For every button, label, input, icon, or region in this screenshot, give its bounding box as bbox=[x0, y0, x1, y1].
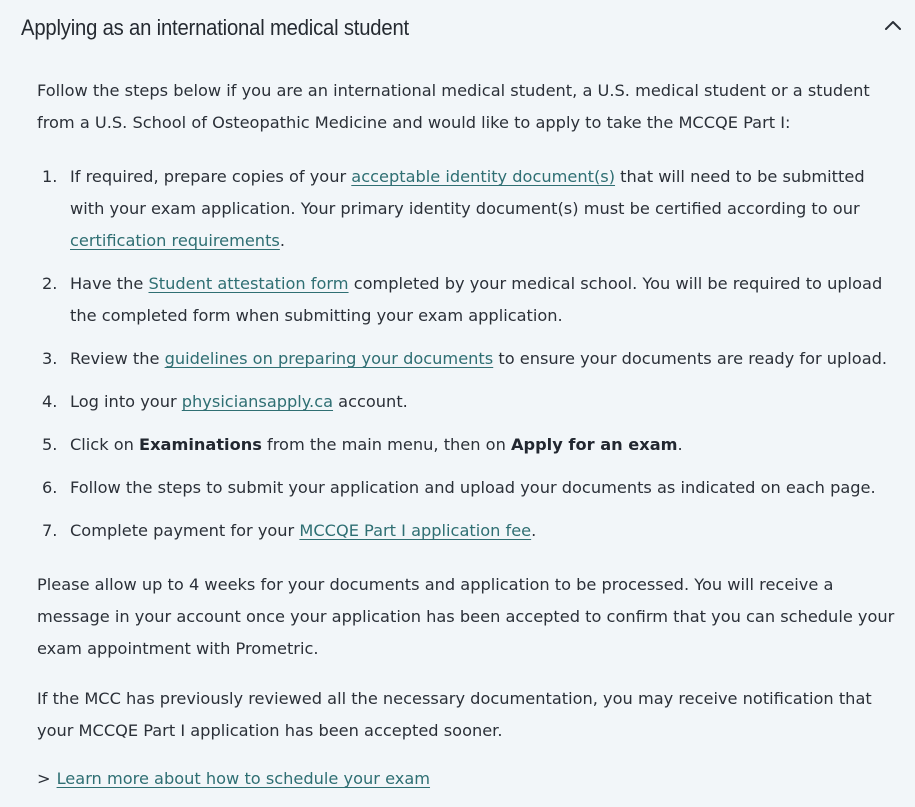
acceptable-identity-documents-link[interactable]: acceptable identity document(s) bbox=[351, 167, 616, 186]
list-item bbox=[37, 386, 897, 418]
step-text: . bbox=[531, 521, 537, 540]
step-text: that will need to be submitted with your exam application. Your primary identity document(s) must be certified according to our bbox=[70, 167, 865, 218]
step-number: 7. bbox=[42, 521, 58, 540]
accordion-title[interactable]: Applying as an international medical student bbox=[21, 15, 409, 40]
step-number: 6. bbox=[42, 478, 58, 497]
step-text: completed by your medical school. You will be required to upload the completed form when submitting your exam application. bbox=[70, 274, 883, 325]
apply-for-exam-label: Apply for an exam bbox=[510, 435, 678, 454]
examinations-label: Examinations bbox=[139, 435, 262, 454]
accordion-content bbox=[37, 75, 897, 795]
review-note: If the MCC has previously reviewed all the necessary documentation, you may receive notification that your MCCQE Part I application has been accepted sooner. bbox=[37, 689, 872, 740]
list-item bbox=[37, 268, 897, 332]
list-item bbox=[37, 472, 897, 504]
step-text: Log into your bbox=[70, 392, 182, 411]
steps-list bbox=[37, 161, 897, 547]
document-guidelines-link[interactable]: guidelines on preparing your documents bbox=[164, 349, 494, 368]
intro-paragraph: Follow the steps below if you are an international medical student, a U.S. medical student or a student from a U.S. School of Osteopathic Medicine and would like to apply to take the MCCQE Part I: bbox=[37, 81, 870, 132]
step-text: . bbox=[677, 435, 683, 454]
learn-more-schedule-link[interactable]: Learn more about how to schedule your exam bbox=[56, 769, 431, 788]
certification-requirements-link[interactable]: certification requirements bbox=[70, 231, 280, 250]
learn-more-line bbox=[37, 763, 897, 795]
step-number: 1. bbox=[42, 167, 58, 186]
processing-note: Please allow up to 4 weeks for your documents and application to be processed. You will receive a message in your account once your application has been accepted to confirm that you can schedule your exam appointment with Prometric. bbox=[37, 575, 895, 658]
step-text: . bbox=[279, 231, 286, 250]
application-fee-link[interactable]: MCCQE Part I application fee bbox=[299, 521, 532, 540]
step-text: Have the bbox=[70, 274, 149, 293]
step-number: 2. bbox=[42, 274, 58, 293]
list-item bbox=[37, 343, 897, 375]
accordion-header[interactable] bbox=[0, 0, 915, 58]
step-text: Follow the steps to submit your application and upload your documents as indicated on each page. bbox=[70, 478, 876, 497]
chevron-up-icon[interactable] bbox=[881, 13, 905, 37]
step-number: 5. bbox=[42, 435, 58, 454]
step-number: 3. bbox=[42, 349, 58, 368]
list-item bbox=[37, 429, 897, 461]
step-text: account. bbox=[333, 392, 408, 411]
list-item bbox=[37, 515, 897, 547]
student-attestation-form-link[interactable]: Student attestation form bbox=[148, 274, 349, 293]
step-text: Click on bbox=[70, 435, 140, 454]
step-text: to ensure your documents are ready for upload. bbox=[493, 349, 888, 368]
step-text: Complete payment for your bbox=[70, 521, 300, 540]
list-item bbox=[37, 161, 897, 257]
chevron-right-glyph: > bbox=[37, 769, 51, 788]
step-number: 4. bbox=[42, 392, 58, 411]
step-text: If required, prepare copies of your bbox=[70, 167, 352, 186]
physiciansapply-link[interactable]: physiciansapply.ca bbox=[181, 392, 334, 411]
step-text: Review the bbox=[70, 349, 165, 368]
step-text: from the main menu, then on bbox=[261, 435, 511, 454]
